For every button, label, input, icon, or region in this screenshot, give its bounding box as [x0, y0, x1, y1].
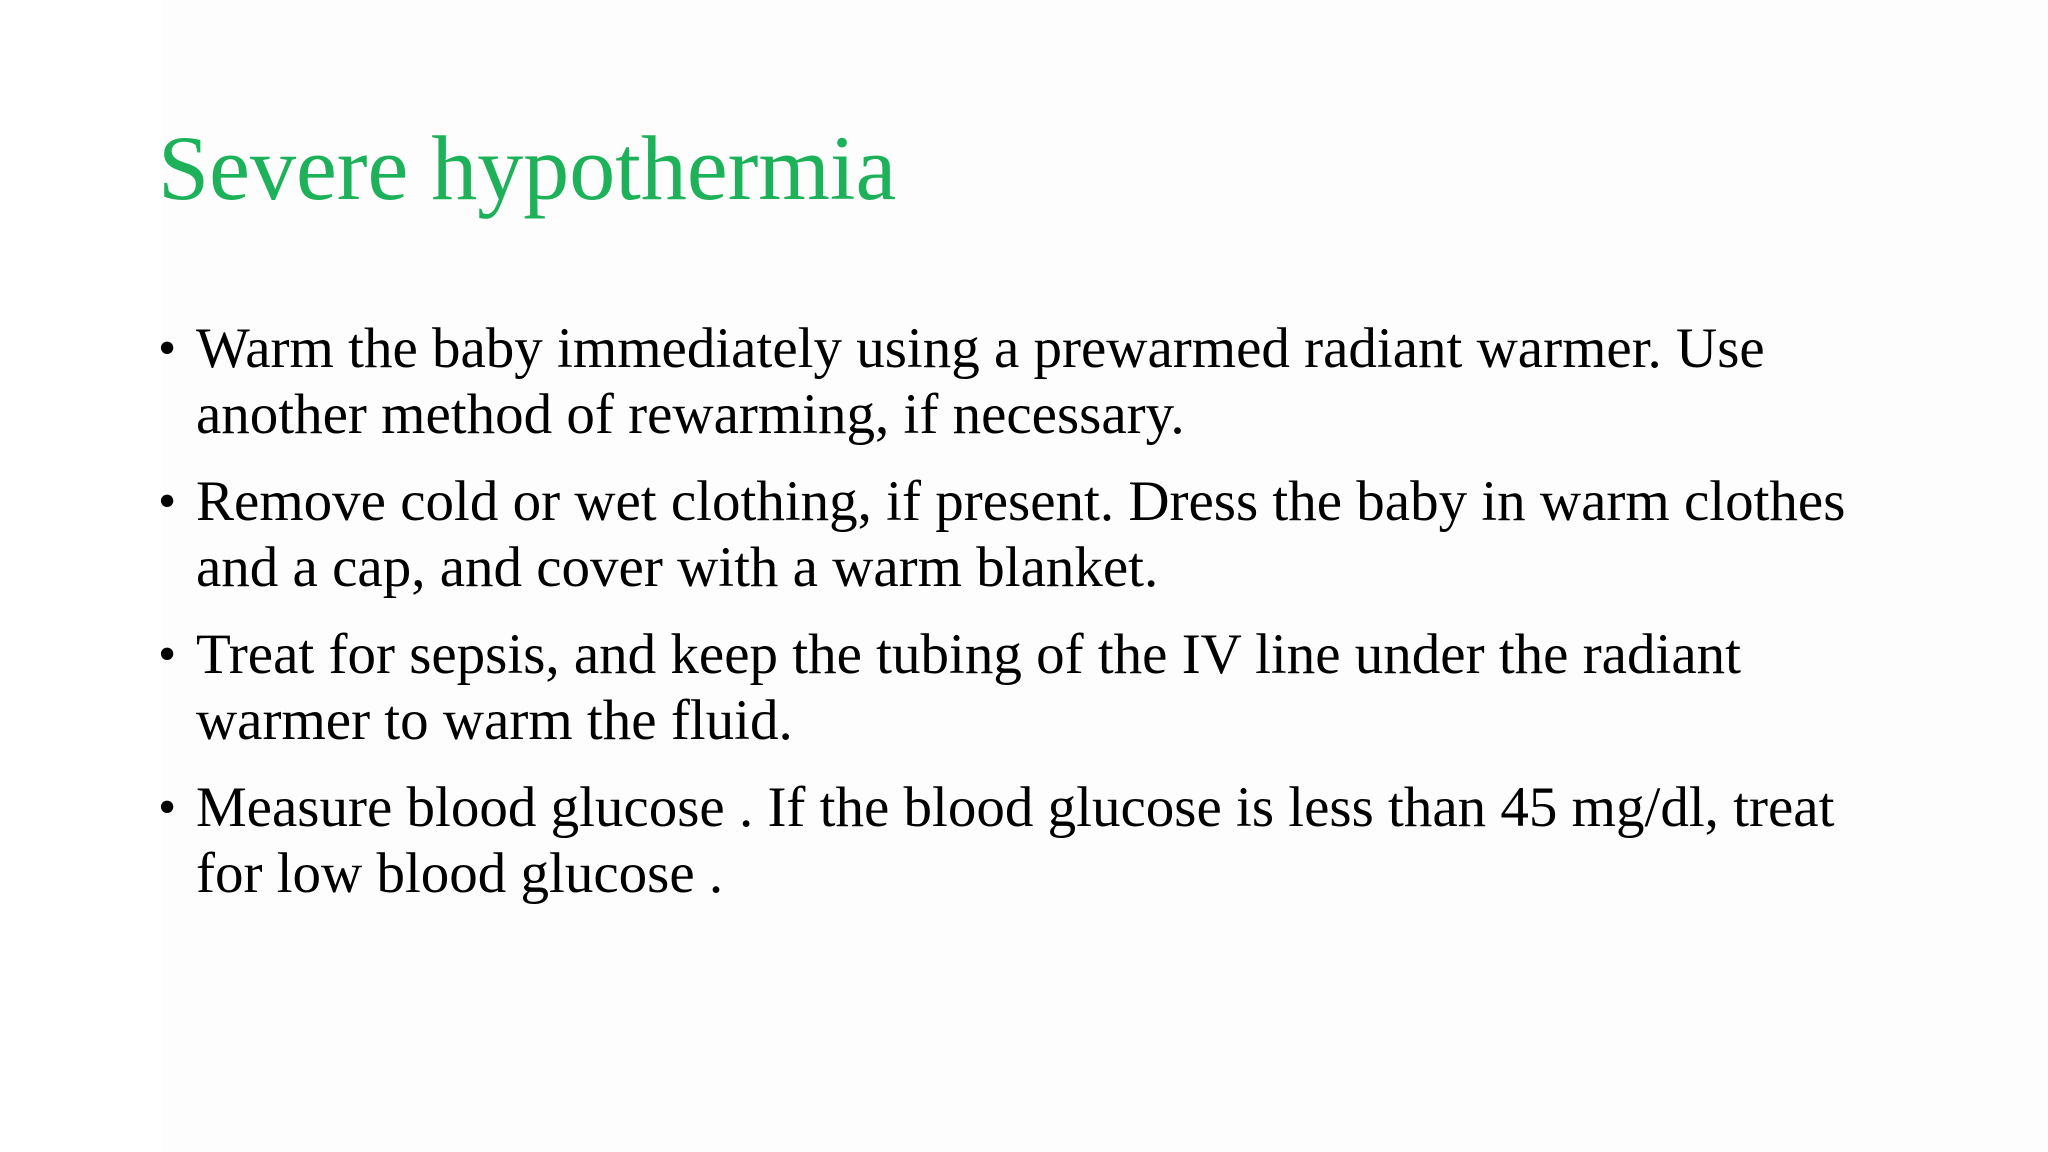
bullet-icon: •	[158, 779, 177, 836]
bullet-item-3	[158, 622, 1898, 754]
slide-title: Severe hypothermia	[158, 117, 897, 219]
bullet-item-2	[158, 469, 1898, 601]
bullet-text: Remove cold or wet clothing, if present. Dress the baby in warm clothes and a cap, and cover with a warm blanket.	[196, 470, 1846, 599]
bullet-icon: •	[158, 626, 177, 683]
slide-margin	[0, 0, 163, 1152]
bullet-text: Warm the baby immediately using a prewarmed radiant warmer. Use another method of rewarming, if necessary.	[196, 317, 1765, 446]
bullet-icon: •	[158, 473, 177, 530]
bullet-item-4	[158, 775, 1898, 907]
bullet-text: Treat for sepsis, and keep the tubing of the IV line under the radiant warmer to warm the fluid.	[196, 623, 1741, 752]
bullet-icon: •	[158, 320, 177, 377]
bullet-item-1	[158, 316, 1898, 448]
bullet-text: Measure blood glucose . If the blood glucose is less than 45 mg/dl, treat for low blood glucose .	[196, 776, 1835, 905]
bullet-list	[158, 316, 1898, 928]
